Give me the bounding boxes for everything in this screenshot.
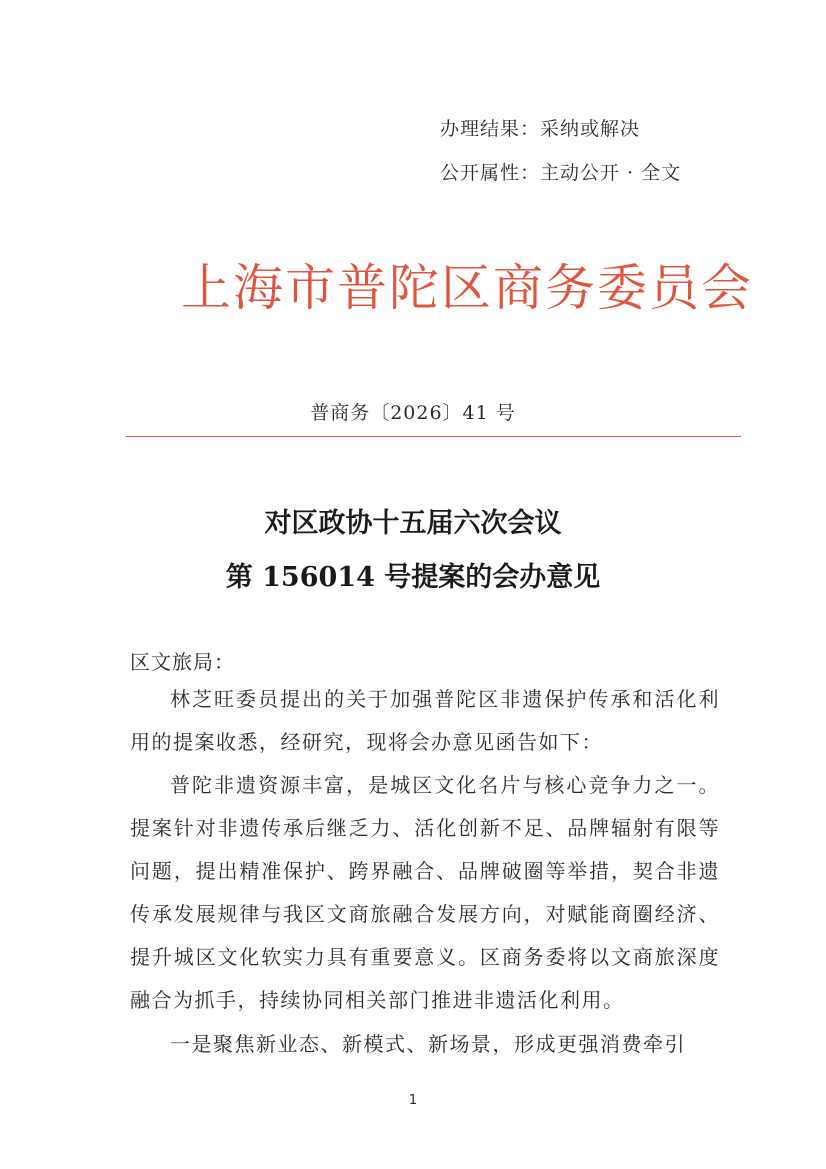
page-number: 1 [408, 1093, 418, 1108]
issuing-organization-header: 上海市普陀区商务委员会 [181, 259, 753, 317]
red-divider-line [126, 436, 741, 437]
handling-result: 办理结果：采纳或解决 [440, 118, 641, 140]
body-paragraph: 普陀非遗资源丰富，是城区文化名片与核心竞争力之一。提案针对非遗传承后继乏力、活化创新不足、品牌辐射有限等问题，提出精准保护、跨界融合、品牌破圈等举措，契合非遗传承发展规律与我区文商旅融合发展方向，对赋能商圈经济、提升城区文化软实力具有重要意义。区商务委将以文商旅深度融合为抓手，持续协同相关部门推进非遗活化利用。 [130, 773, 720, 1012]
disclosure-attribute: 公开属性：主动公开 · 全文 [440, 162, 682, 184]
salutation: 区文旅局： [130, 650, 235, 674]
body-paragraph: 林芝旺委员提出的关于加强普陀区非遗保护传承和活化利用的提案收悉，经研究，现将会办意见函告如下： [130, 687, 720, 754]
body-paragraph: 一是聚焦新业态、新模式、新场景，形成更强消费牵引 [170, 1032, 686, 1056]
document-title-line-1: 对区政协十五届六次会议 [264, 508, 562, 539]
document-title-line-2: 第 156014 号提案的会办意见 [225, 562, 601, 593]
document-number: 普商务〔2026〕41 号 [310, 402, 516, 424]
